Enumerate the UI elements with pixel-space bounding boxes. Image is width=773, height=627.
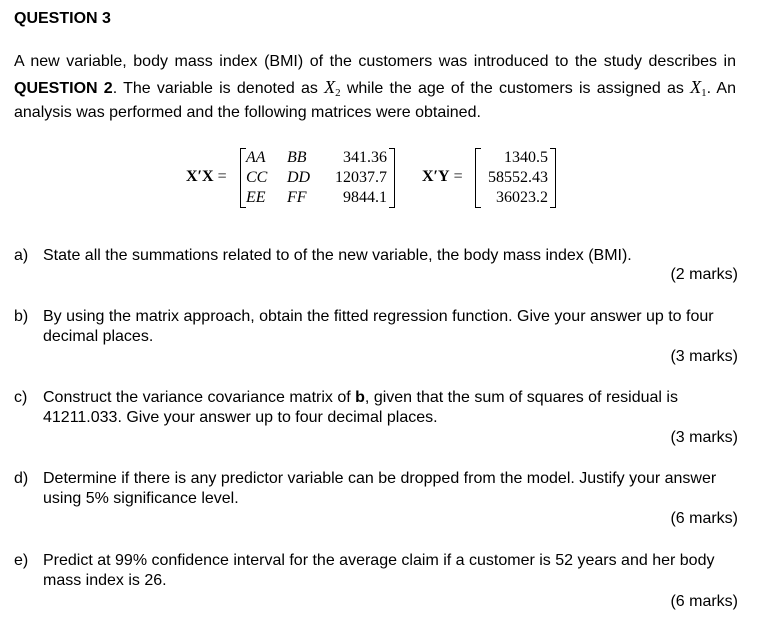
xty-cell-2: 58552.43 — [488, 169, 548, 186]
xtx-cell-1-1: AA — [246, 149, 266, 166]
question-c — [14, 388, 738, 428]
question-d-marks: (6 marks) — [670, 510, 738, 527]
xtx-cell-3-2: FF — [287, 189, 307, 206]
matrix-equations — [186, 146, 566, 210]
xty-cell-3: 36023.2 — [496, 189, 548, 206]
variable-x2: $X_2$ — [324, 76, 341, 99]
question-b-text: By using the matrix approach, obtain the fitted regression function. Give your answer up to four decimal places. — [43, 308, 714, 345]
xty-label: X′Y = — [422, 168, 463, 185]
question-a-letter: a) — [14, 247, 29, 264]
question-b-letter: b) — [14, 308, 29, 325]
question-e-letter: e) — [14, 552, 29, 569]
xty-cell-1: 1340.5 — [504, 149, 548, 166]
question-b-marks: (3 marks) — [670, 348, 738, 365]
xtx-cell-2-2: DD — [287, 169, 311, 186]
variable-x1: $X_1$ — [690, 76, 707, 99]
xtx-right-bracket — [389, 148, 395, 208]
question-c-letter: c) — [14, 389, 28, 406]
question-d-letter: d) — [14, 470, 29, 487]
xtx-cell-3-3: 9844.1 — [343, 189, 387, 206]
intro-text-2: . The variable is denoted as — [112, 79, 325, 97]
question-d-text: Determine if there is any predictor variable can be dropped from the model. Justify your answer using 5% significance level. — [43, 470, 717, 507]
question-b — [14, 307, 738, 347]
intro-text-3: while the age of the customers is assigned as — [340, 79, 691, 97]
question-a — [14, 246, 738, 266]
question-a-text: State all the summations related to of the new variable, the body mass index (BMI). — [43, 247, 632, 264]
intro-paragraph — [14, 50, 736, 126]
xtx-cell-1-3: 341.36 — [343, 149, 387, 166]
xtx-cell-1-2: BB — [287, 149, 307, 166]
question-e-text: Predict at 99% confidence interval for the average claim if a customer is 52 years and her body mass index is 26. — [43, 552, 715, 589]
xtx-cell-3-1: EE — [246, 189, 266, 206]
intro-bold-reference: QUESTION 2 — [14, 79, 113, 97]
intro-text-4: . An analysis was performed and the following matrices were obtained. — [14, 79, 736, 121]
question-c-text-pre: Construct the variance covariance matrix of — [43, 389, 356, 406]
xtx-cell-2-1: CC — [246, 169, 268, 186]
question-c-text-post: , given that the sum of squares of residual is 41211.033. Give your answer up to four decimal places. — [43, 389, 678, 426]
question-c-marks: (3 marks) — [670, 429, 738, 446]
question-a-marks: (2 marks) — [670, 266, 738, 283]
question-e-marks: (6 marks) — [670, 593, 738, 610]
xty-right-bracket — [550, 148, 556, 208]
question-c-bold-b: b — [355, 389, 365, 406]
question-heading: QUESTION 3 — [14, 10, 111, 27]
xtx-label: X′X = — [186, 168, 227, 185]
question-d — [14, 469, 738, 509]
intro-text-1: A new variable, body mass index (BMI) of the customers was introduced to the study describes in — [14, 53, 736, 70]
question-e — [14, 551, 738, 591]
xtx-cell-2-3: 12037.7 — [335, 169, 387, 186]
question-c-text — [43, 388, 738, 428]
